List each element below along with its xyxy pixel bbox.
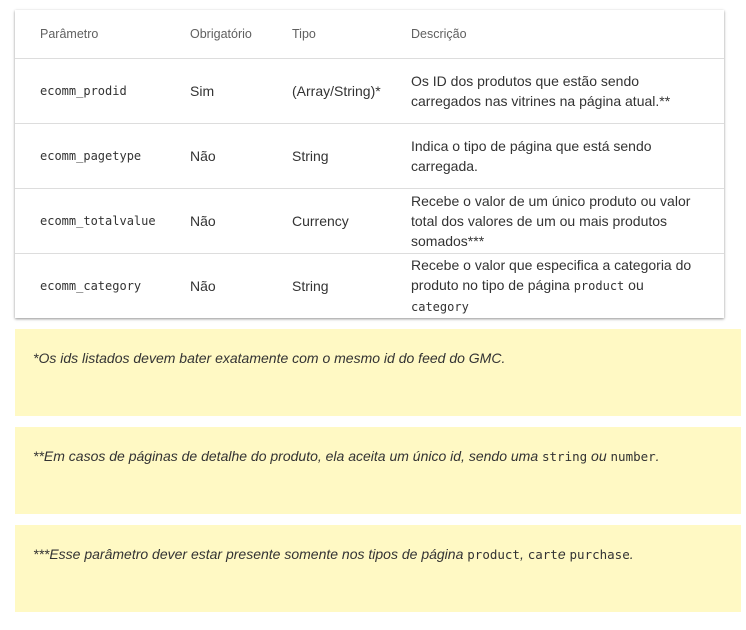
param-type: String	[292, 277, 329, 294]
code-string: string	[542, 449, 588, 464]
note-text: **Em casos de páginas de detalhe do produto, ela aceita um único id, sendo uma	[33, 448, 542, 464]
parameters-table	[15, 10, 724, 318]
param-name: ecomm_pagetype	[40, 148, 142, 163]
note-text: ou	[587, 448, 611, 464]
param-name: ecomm_totalvalue	[40, 213, 156, 228]
description-text: Recebe o valor que especifica a categoria do produto no tipo de página	[411, 256, 692, 293]
header-param: Parâmetro	[40, 26, 99, 41]
note-page-types	[15, 525, 741, 612]
param-description: Recebe o valor de um único produto ou valor total dos valores de um ou mais produtos somados***	[411, 192, 691, 249]
param-description: Os ID dos produtos que estão sendo carregados nas vitrines na página atual.**	[411, 72, 671, 109]
param-description	[411, 253, 724, 318]
note-text: .	[655, 448, 660, 464]
note-text: *Os ids listados devem bater exatamente com o mesmo id do feed do GMC.	[33, 350, 506, 366]
code-product: product	[573, 278, 625, 293]
param-description: Indica o tipo de página que está sendo carregada.	[411, 137, 652, 174]
param-required: Não	[190, 147, 216, 164]
header-description: Descrição	[411, 26, 467, 41]
note-single-id	[15, 427, 741, 514]
param-name: ecomm_category	[40, 278, 142, 293]
param-required: Sim	[190, 82, 215, 99]
table-header-row	[15, 10, 724, 58]
param-type: String	[292, 147, 329, 164]
note-text: ***Esse parâmetro dever estar presente somente nos tipos de página	[33, 546, 468, 562]
param-name: ecomm_prodid	[40, 83, 127, 98]
note-text: .	[629, 546, 634, 562]
table-row	[15, 58, 724, 123]
note-ids-match-gmc	[15, 329, 741, 416]
param-type: (Array/String)*	[292, 82, 381, 99]
code-product: product	[467, 547, 520, 562]
table-row	[15, 253, 724, 318]
param-type: Currency	[292, 212, 349, 229]
note-text: e	[557, 546, 570, 562]
param-required: Não	[190, 212, 216, 229]
note-text: ,	[519, 546, 528, 562]
table-row	[15, 188, 724, 253]
code-number: number	[610, 449, 656, 464]
code-purchase: purchase	[569, 547, 630, 562]
code-cart: cart	[527, 547, 558, 562]
header-type: Tipo	[292, 26, 316, 41]
description-text: ou	[624, 276, 644, 293]
parameters-table-card	[15, 10, 724, 318]
header-required: Obrigatório	[190, 26, 252, 41]
param-required: Não	[190, 277, 216, 294]
table-row	[15, 123, 724, 188]
code-category: category	[411, 299, 469, 314]
